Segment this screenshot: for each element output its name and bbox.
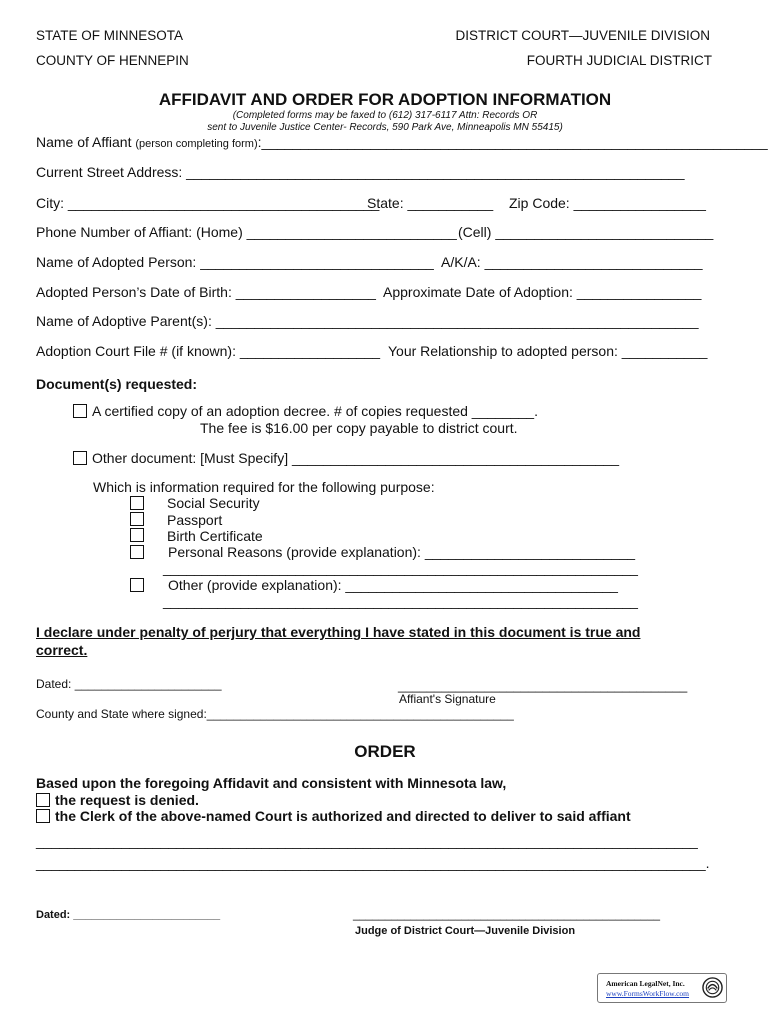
documents-heading: Document(s) requested: (36, 376, 198, 392)
other-document-checkbox[interactable] (73, 451, 87, 465)
form-title: AFFIDAVIT AND ORDER FOR ADOPTION INFORMATION (158, 90, 612, 109)
denied-checkbox[interactable] (36, 793, 50, 807)
order-heading: ORDER (354, 742, 416, 761)
order-line2[interactable]: ______________________________________________________________________________________. (36, 855, 710, 871)
seal-icon (702, 977, 723, 998)
adoptive-parents-field[interactable]: Name of Adoptive Parent(s): ______________________________________________________________ (36, 313, 699, 329)
affiant-note: (person completing form) (135, 138, 258, 150)
home-phone-field[interactable]: Phone Number of Affiant: (Home) ___________________________ (36, 224, 457, 240)
court-label: DISTRICT COURT—JUVENILE DIVISION (455, 28, 710, 43)
street-address-field[interactable]: Current Street Address: ________________________________________________________________ (36, 164, 685, 180)
purpose-intro: Which is information required for the following purpose: (93, 479, 435, 495)
publisher-name: American LegalNet, Inc. (606, 979, 685, 988)
adoption-date-field[interactable]: Approximate Date of Adoption: ________________ (383, 284, 702, 300)
zip-field[interactable]: Zip Code: _________________ (509, 195, 706, 211)
judge-signature-label: Judge of District Court—Juvenile Division (355, 925, 576, 937)
other-document-option[interactable] (73, 450, 619, 466)
denied-option[interactable] (36, 792, 199, 808)
state-field[interactable]: State: ___________ (367, 195, 494, 211)
personal-reasons-field[interactable]: Personal Reasons (provide explanation): ___________________________ (168, 544, 636, 560)
aka-field[interactable]: A/K/A: ____________________________ (441, 254, 703, 270)
authorized-label: the Clerk of the above-named Court is authorized and directed to deliver to said affiant (55, 808, 631, 824)
social-security-label: Social Security (167, 495, 260, 511)
cell-phone-field[interactable]: (Cell) ____________________________ (458, 224, 714, 240)
personal-reasons-checkbox[interactable] (130, 545, 144, 559)
affiant-dated-field[interactable]: Dated: ______________________ (36, 677, 222, 691)
authorized-checkbox[interactable] (36, 809, 50, 823)
authorized-option[interactable] (36, 808, 631, 824)
birth-certificate-checkbox[interactable] (130, 528, 144, 542)
district-label: FOURTH JUDICIAL DISTRICT (526, 53, 712, 68)
judge-signature-line[interactable]: ________________________________________________ (353, 909, 660, 921)
other-purpose-line2[interactable]: _____________________________________________________________ (163, 593, 638, 609)
affiant-signature-label: Affiant's Signature (399, 692, 496, 706)
certified-copy-label: A certified copy of an adoption decree. # of copies requested ________. (92, 403, 538, 419)
fee-note: The fee is $16.00 per copy payable to district court. (200, 420, 518, 436)
affiant-line[interactable]: :_________________________________________________________________ (257, 134, 768, 150)
passport-checkbox[interactable] (130, 512, 144, 526)
other-document-label: Other document: [Must Specify] __________________________________________ (92, 450, 619, 466)
declaration-line1: I declare under penalty of perjury that everything I have stated in this document is true and (36, 624, 641, 640)
fax-instructions: (Completed forms may be faxed to (612) 317-6117 Attn: Records OR (232, 110, 538, 121)
dob-field[interactable]: Adopted Person’s Date of Birth: __________________ (36, 284, 376, 300)
denied-label: the request is denied. (55, 792, 199, 808)
county-state-signed-field[interactable]: County and State where signed:______________________________________________ (36, 707, 514, 721)
relationship-line[interactable]: ___________ (621, 343, 708, 359)
publisher-url[interactable]: www.FormsWorkFlow.com (606, 989, 690, 998)
affiant-name-field[interactable] (36, 134, 768, 150)
order-intro: Based upon the foregoing Affidavit and consistent with Minnesota law, (36, 775, 507, 791)
other-purpose-field[interactable]: Other (provide explanation): ___________________________________ (168, 577, 618, 593)
relationship-field[interactable] (388, 343, 707, 359)
declaration-line2: correct. (36, 642, 88, 658)
order-line1[interactable]: _____________________________________________________________________________________ (36, 833, 698, 849)
adopted-name-field[interactable]: Name of Adopted Person: ______________________________ (36, 254, 434, 270)
state-label: STATE OF MINNESOTA (36, 28, 184, 43)
personal-reasons-line2[interactable]: _____________________________________________________________ (163, 560, 638, 576)
certified-copy-option[interactable] (73, 403, 538, 419)
publisher-logo (597, 973, 727, 1003)
county-label: COUNTY OF HENNEPIN (36, 53, 189, 68)
relationship-label: Your Relationship to adopted person: (388, 343, 618, 359)
city-field[interactable]: City: ________________________________________ (36, 195, 380, 211)
social-security-checkbox[interactable] (130, 496, 144, 510)
affiant-label: Name of Affiant (36, 134, 132, 150)
birth-certificate-label: Birth Certificate (167, 528, 263, 544)
judge-dated-field[interactable]: Dated: ________________________ (36, 909, 221, 921)
affiant-signature-line[interactable]: ________________________________________ (398, 678, 688, 693)
certified-copy-checkbox[interactable] (73, 404, 87, 418)
court-file-field[interactable]: Adoption Court File # (if known): __________________ (36, 343, 381, 359)
passport-label: Passport (167, 512, 223, 528)
mail-instructions: sent to Juvenile Justice Center- Records, 590 Park Ave, Minneapolis MN 55415) (207, 122, 563, 133)
other-purpose-checkbox[interactable] (130, 578, 144, 592)
